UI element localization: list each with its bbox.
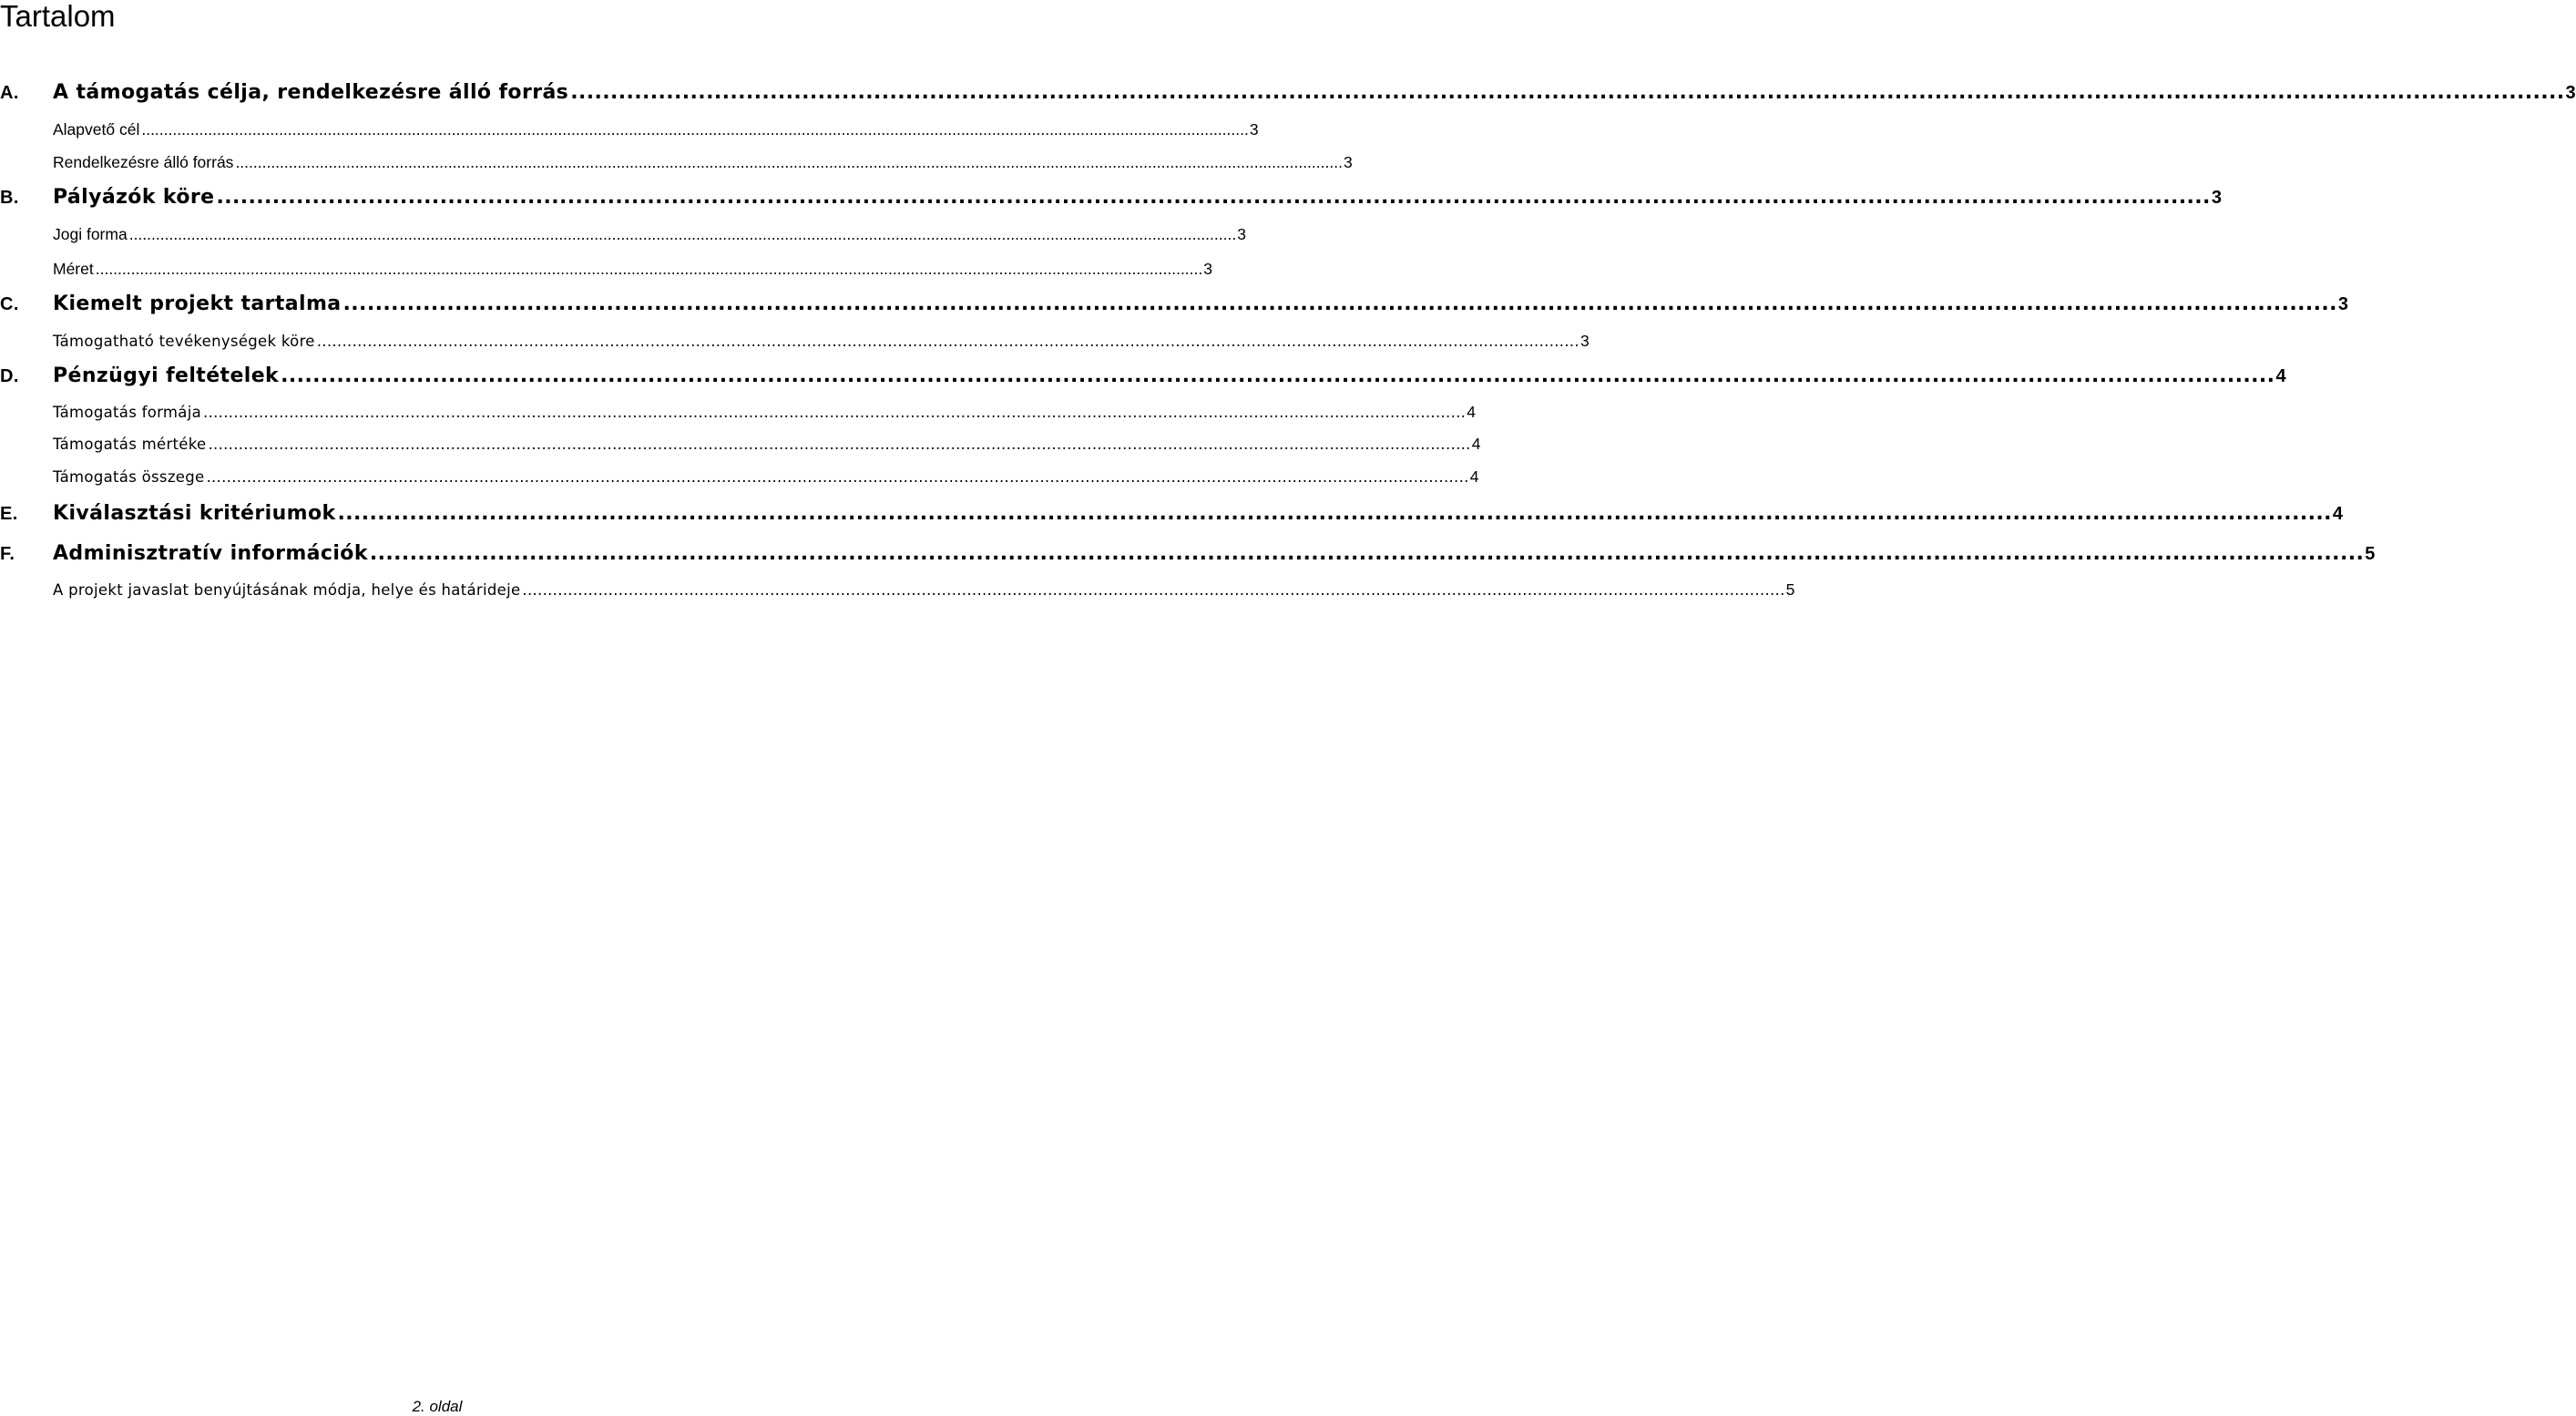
toc-section-letter: D. [0, 366, 19, 386]
toc-item-alapveto-cel[interactable] [0, 120, 1259, 139]
toc-dot-leader [281, 364, 2274, 387]
toc-dot-leader [96, 260, 1203, 279]
toc-dot-leader [208, 436, 1470, 453]
toc-page-number: 4 [1467, 403, 1477, 421]
toc-item-title: Támogatás összege [53, 468, 205, 486]
toc-item-projekt-javaslat-benyujtasa[interactable] [0, 580, 1795, 600]
toc-section-title: Pénzügyi feltételek [53, 364, 280, 387]
toc-page-number: 3 [1237, 225, 1246, 243]
toc-page-number: 3 [1343, 153, 1353, 171]
toc-dot-leader [129, 225, 1237, 244]
toc-section-b[interactable] [0, 186, 2223, 209]
toc-item-jogi-forma[interactable] [0, 225, 1246, 244]
toc-section-a[interactable] [0, 81, 2576, 104]
toc-dot-leader [203, 404, 1466, 421]
toc-section-title: Kiválasztási kritériumok [53, 502, 336, 525]
toc-section-letter: F. [0, 544, 15, 564]
toc-section-letter: A. [0, 83, 19, 103]
toc-item-title: Alapvető cél [53, 120, 140, 139]
toc-page-number: 3 [1203, 260, 1212, 278]
toc-section-title: Pályázók köre [53, 186, 215, 209]
toc-page-number: 5 [2365, 544, 2376, 564]
toc-item-meret[interactable] [0, 260, 1212, 279]
toc-section-c[interactable] [0, 292, 2349, 315]
toc-item-title: Támogatás mértéke [53, 436, 207, 453]
toc-item-tamogatas-merteke[interactable] [0, 435, 1481, 454]
toc-dot-leader [343, 292, 2337, 315]
toc-item-tamogatas-formaja[interactable] [0, 403, 1477, 422]
toc-dot-leader [570, 81, 2564, 104]
toc-item-rendelkezesre-allo-forras[interactable] [0, 153, 1353, 172]
toc-page-number: 3 [1579, 332, 1590, 350]
page-title: Tartalom [0, 0, 116, 33]
toc-page-number: 3 [2337, 294, 2349, 314]
toc-section-title: Kiemelt projekt tartalma [53, 292, 342, 315]
toc-dot-leader [370, 542, 2364, 565]
toc-section-letter: C. [0, 294, 19, 314]
toc-section-letter: B. [0, 188, 19, 208]
toc-item-title: Támogatható tevékenységek köre [53, 333, 315, 350]
toc-dot-leader [522, 581, 1784, 599]
toc-page-number: 5 [1785, 580, 1795, 599]
toc-page-number: 4 [1469, 467, 1479, 486]
toc-item-title: Támogatás formája [53, 404, 202, 421]
toc-item-title: A projekt javaslat benyújtásának módja, helye és határideje [53, 581, 521, 599]
toc-item-title: Méret [53, 260, 94, 278]
toc-page-number: 3 [2565, 83, 2576, 103]
toc-page-number: 4 [2332, 504, 2344, 524]
toc-dot-leader [338, 502, 2332, 525]
toc-page-number: 4 [2275, 366, 2286, 386]
toc-item-tamogathato-tevekenysegek-kore[interactable] [0, 332, 1590, 351]
toc-dot-leader [216, 186, 2210, 209]
toc-item-title: Jogi forma [53, 225, 128, 243]
toc-section-letter: E. [0, 504, 18, 524]
page-number-label: 2. oldal [412, 1398, 463, 1415]
toc-section-title: Adminisztratív információk [53, 542, 368, 565]
toc-section-title: A támogatás célja, rendelkezésre álló forrás [53, 81, 569, 104]
toc-page-number: 3 [1249, 120, 1259, 139]
toc-dot-leader [317, 333, 1579, 350]
toc-page-number: 3 [2211, 188, 2223, 208]
toc-page-number: 4 [1471, 435, 1481, 453]
table-of-contents [0, 0, 2576, 638]
page-footer [0, 1398, 874, 1416]
toc-dot-leader [141, 120, 1249, 139]
toc-item-tamogatas-osszege[interactable] [0, 467, 1479, 487]
toc-item-title: Rendelkezésre álló forrás [53, 153, 234, 171]
toc-dot-leader [206, 468, 1468, 486]
toc-dot-leader [235, 153, 1343, 172]
toc-section-d[interactable] [0, 364, 2286, 387]
toc-section-f[interactable] [0, 542, 2376, 565]
toc-section-e[interactable] [0, 502, 2344, 525]
